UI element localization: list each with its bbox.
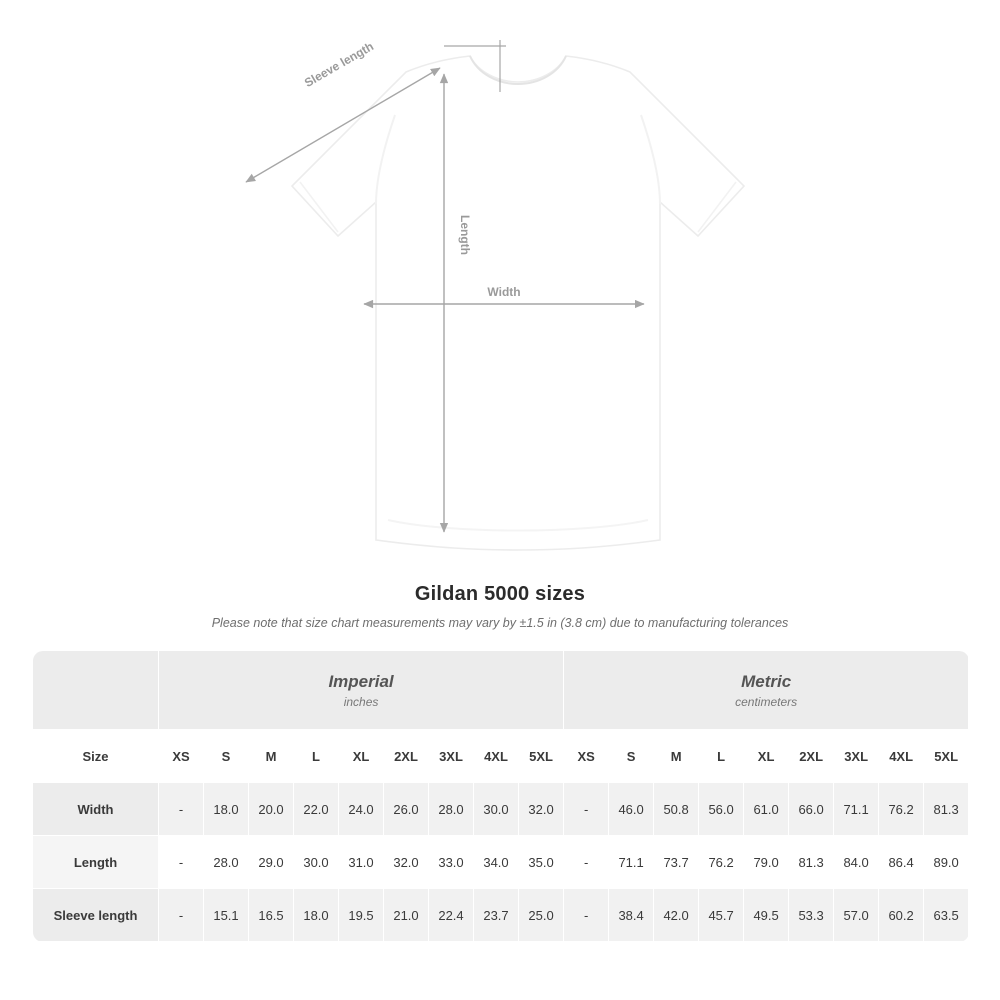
size-col-imp-s: S <box>204 730 249 783</box>
cell-width-imp-1: 18.0 <box>204 783 249 836</box>
unit-group-imperial-name: Imperial <box>328 672 394 692</box>
cell-sleeve-imp-0: - <box>159 889 204 942</box>
cell-sleeve-imp-6: 22.4 <box>429 889 474 942</box>
cell-length-met-5: 81.3 <box>789 836 834 889</box>
cell-width-imp-5: 26.0 <box>384 783 429 836</box>
cell-width-met-7: 76.2 <box>879 783 924 836</box>
cell-length-imp-3: 30.0 <box>294 836 339 889</box>
cell-sleeve-met-6: 57.0 <box>834 889 879 942</box>
cell-length-imp-6: 33.0 <box>429 836 474 889</box>
cell-length-met-0: - <box>564 836 609 889</box>
size-col-imp-3xl: 3XL <box>429 730 474 783</box>
unit-header-row <box>33 651 969 730</box>
title-block <box>0 583 1000 630</box>
size-col-met-xl: XL <box>744 730 789 783</box>
cell-sleeve-met-5: 53.3 <box>789 889 834 942</box>
cell-sleeve-imp-5: 21.0 <box>384 889 429 942</box>
cell-width-imp-3: 22.0 <box>294 783 339 836</box>
cell-sleeve-imp-8: 25.0 <box>519 889 564 942</box>
cell-width-met-5: 66.0 <box>789 783 834 836</box>
cell-width-met-0: - <box>564 783 609 836</box>
table-row <box>33 783 969 836</box>
cell-width-imp-0: - <box>159 783 204 836</box>
table-row <box>33 836 969 889</box>
cell-width-imp-8: 32.0 <box>519 783 564 836</box>
size-col-met-4xl: 4XL <box>879 730 924 783</box>
unit-group-imperial <box>159 651 564 730</box>
unit-row-spacer <box>33 651 159 730</box>
cell-length-met-7: 86.4 <box>879 836 924 889</box>
sleeve-length-label: Sleeve length <box>301 39 377 90</box>
cell-sleeve-imp-2: 16.5 <box>249 889 294 942</box>
size-col-imp-l: L <box>294 730 339 783</box>
cell-width-met-6: 71.1 <box>834 783 879 836</box>
cell-sleeve-met-3: 45.7 <box>699 889 744 942</box>
size-header-row <box>33 730 969 783</box>
width-label: Width <box>487 285 521 299</box>
size-header-label: Size <box>33 730 159 783</box>
size-col-imp-4xl: 4XL <box>474 730 519 783</box>
cell-length-imp-7: 34.0 <box>474 836 519 889</box>
unit-group-imperial-sub: inches <box>343 694 379 709</box>
cell-sleeve-met-4: 49.5 <box>744 889 789 942</box>
size-col-imp-xl: XL <box>339 730 384 783</box>
size-col-met-5xl: 5XL <box>924 730 969 783</box>
cell-width-imp-4: 24.0 <box>339 783 384 836</box>
table-row <box>33 889 969 942</box>
cell-sleeve-met-7: 60.2 <box>879 889 924 942</box>
size-col-met-3xl: 3XL <box>834 730 879 783</box>
size-chart-table <box>32 650 968 942</box>
cell-length-met-3: 76.2 <box>699 836 744 889</box>
cell-length-met-2: 73.7 <box>654 836 699 889</box>
cell-width-met-3: 56.0 <box>699 783 744 836</box>
page-title: Gildan 5000 sizes <box>414 583 586 605</box>
size-col-met-2xl: 2XL <box>789 730 834 783</box>
size-col-met-l: L <box>699 730 744 783</box>
cell-length-imp-1: 28.0 <box>204 836 249 889</box>
cell-length-met-4: 79.0 <box>744 836 789 889</box>
cell-sleeve-imp-7: 23.7 <box>474 889 519 942</box>
cell-width-met-8: 81.3 <box>924 783 969 836</box>
cell-width-met-4: 61.0 <box>744 783 789 836</box>
row-label-width: Width <box>33 783 159 836</box>
cell-length-met-6: 84.0 <box>834 836 879 889</box>
cell-sleeve-met-0: - <box>564 889 609 942</box>
cell-width-imp-6: 28.0 <box>429 783 474 836</box>
unit-group-metric-sub: centimeters <box>735 694 798 709</box>
tshirt-shape <box>292 56 744 550</box>
size-col-met-xs: XS <box>564 730 609 783</box>
tolerance-note: Please note that size chart measurements may vary by ±1.5 in (3.8 cm) due to manufacturing tolerances <box>211 616 789 630</box>
row-label-length: Length <box>33 836 159 889</box>
cell-sleeve-met-1: 38.4 <box>609 889 654 942</box>
size-col-imp-m: M <box>249 730 294 783</box>
cell-sleeve-met-2: 42.0 <box>654 889 699 942</box>
size-col-imp-5xl: 5XL <box>519 730 564 783</box>
cell-sleeve-imp-3: 18.0 <box>294 889 339 942</box>
cell-width-imp-7: 30.0 <box>474 783 519 836</box>
cell-length-met-1: 71.1 <box>609 836 654 889</box>
unit-group-metric <box>564 651 969 730</box>
length-label: Length <box>458 215 472 255</box>
row-label-sleeve-length: Sleeve length <box>33 889 159 942</box>
size-col-imp-xs: XS <box>159 730 204 783</box>
size-col-met-s: S <box>609 730 654 783</box>
cell-sleeve-imp-4: 19.5 <box>339 889 384 942</box>
cell-length-imp-8: 35.0 <box>519 836 564 889</box>
cell-sleeve-met-8: 63.5 <box>924 889 969 942</box>
cell-width-met-2: 50.8 <box>654 783 699 836</box>
cell-sleeve-imp-1: 15.1 <box>204 889 249 942</box>
cell-width-met-1: 46.0 <box>609 783 654 836</box>
cell-length-imp-5: 32.0 <box>384 836 429 889</box>
cell-length-imp-0: - <box>159 836 204 889</box>
size-col-imp-2xl: 2XL <box>384 730 429 783</box>
cell-length-met-8: 89.0 <box>924 836 969 889</box>
cell-length-imp-2: 29.0 <box>249 836 294 889</box>
cell-width-imp-2: 20.0 <box>249 783 294 836</box>
size-col-met-m: M <box>654 730 699 783</box>
unit-group-metric-name: Metric <box>741 672 792 692</box>
cell-length-imp-4: 31.0 <box>339 836 384 889</box>
